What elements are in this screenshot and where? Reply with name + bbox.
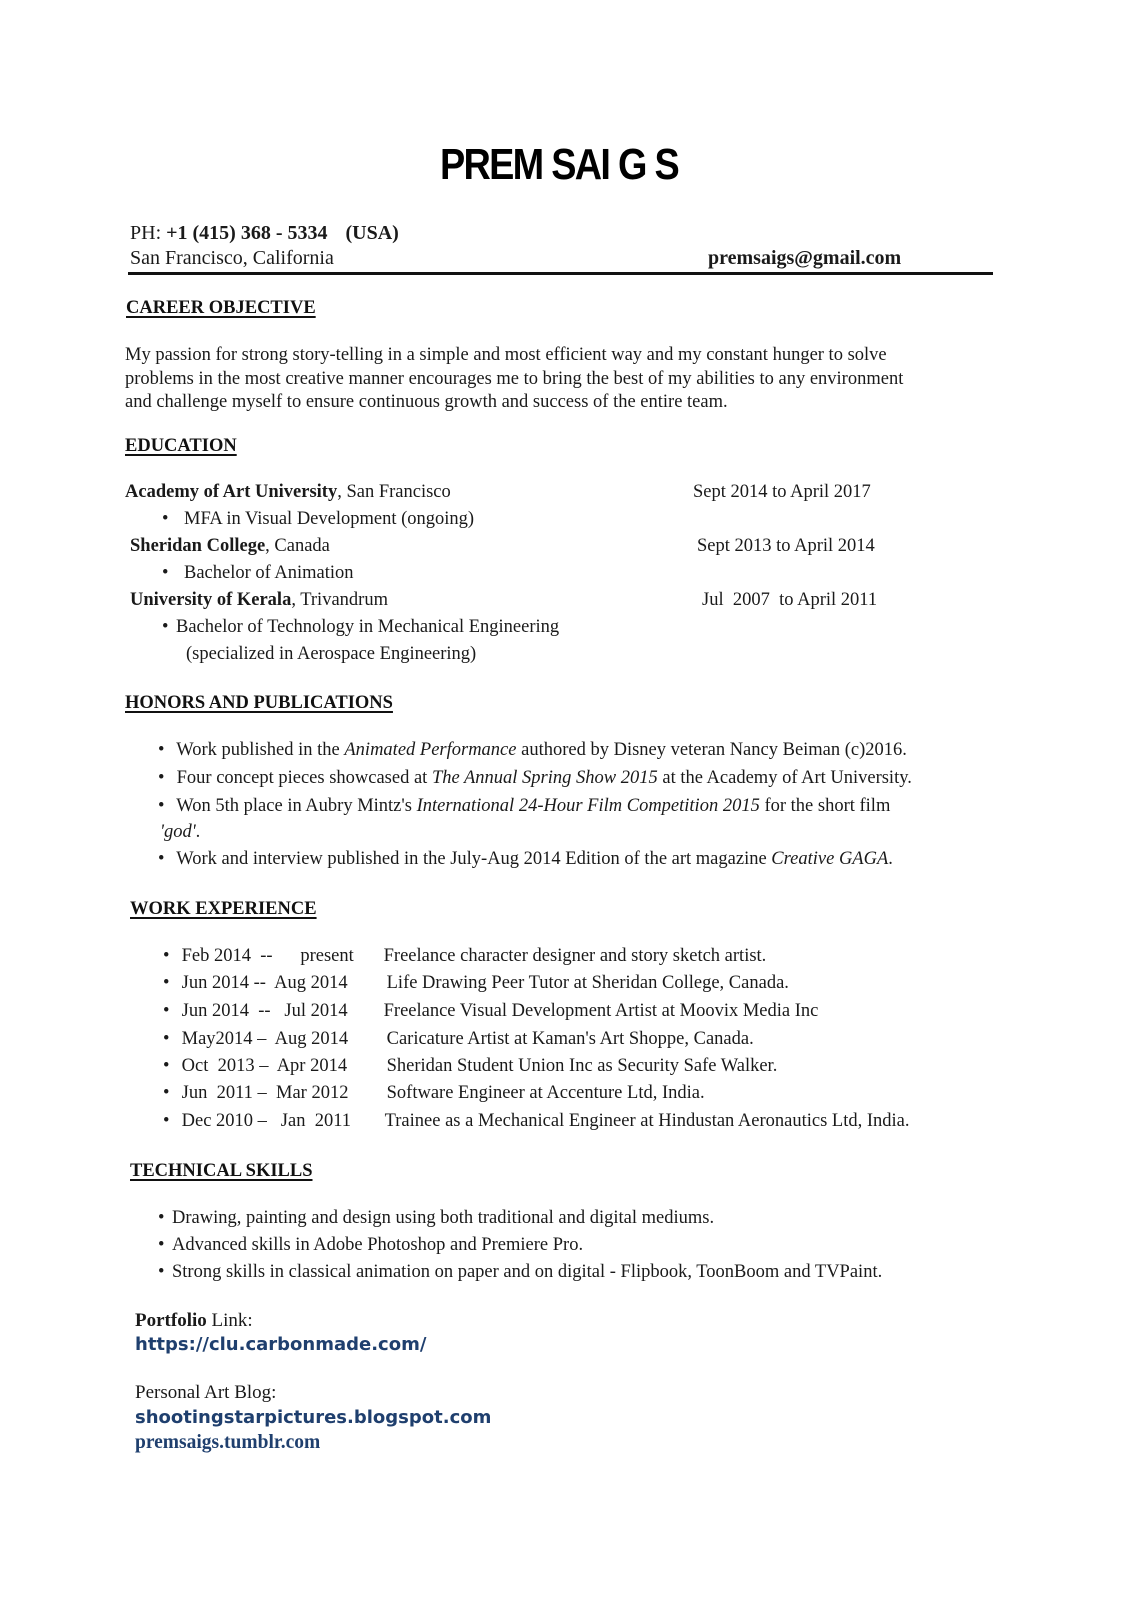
objective-line: My passion for strong story-telling in a simple and most efficient way and my constant hunger to solve xyxy=(125,345,887,365)
event-title: The Annual Spring Show 2015 xyxy=(431,768,658,788)
skill-item: • Advanced skills in Adobe Photoshop and Premiere Pro. xyxy=(158,1235,583,1256)
education-entry-institution xyxy=(130,590,388,611)
education-detail-continued: (specialized in Aerospace Engineering) xyxy=(186,644,477,664)
phone-line xyxy=(130,222,399,245)
work-role: Caricature Artist at Kaman's Art Shoppe, Canada. xyxy=(386,1029,754,1049)
honor-item: • Work published in the Animated Performance authored by Disney veteran Nancy Beiman (c)2016. xyxy=(158,740,907,761)
education-detail: • Bachelor of Technology in Mechanical Engineering xyxy=(162,617,559,638)
section-heading-career-objective: CAREER OBJECTIVE xyxy=(126,298,316,318)
institution-name: Academy of Art University xyxy=(125,482,338,502)
institution-location: , Canada xyxy=(265,536,330,556)
education-detail: • Bachelor of Animation xyxy=(162,563,354,584)
work-item xyxy=(163,1056,777,1077)
work-item xyxy=(163,1083,705,1104)
phone-country: (USA) xyxy=(345,222,399,244)
work-role: Sheridan Student Union Inc as Security Safe Walker. xyxy=(386,1056,778,1076)
work-dates: Oct 2013 – Apr 2014 xyxy=(181,1056,348,1076)
film-title: 'god' xyxy=(160,822,196,842)
work-role: Freelance character designer and story sketch artist. xyxy=(383,946,767,966)
portfolio-label: Portfolio Link: xyxy=(135,1310,253,1331)
section-heading-education: EDUCATION xyxy=(125,436,237,456)
section-heading-honors: HONORS AND PUBLICATIONS xyxy=(125,693,393,713)
honor-item-continued: 'god'. xyxy=(160,822,201,842)
institution-location: , Trivandrum xyxy=(291,590,388,610)
honor-item: • Won 5th place in Aubry Mintz's International 24-Hour Film Competition 2015 for the short film xyxy=(158,796,890,817)
section-heading-technical-skills: TECHNICAL SKILLS xyxy=(130,1161,313,1181)
institution-name: Sheridan College xyxy=(130,536,266,556)
work-item xyxy=(163,1029,754,1050)
phone-number: +1 (415) 368 - 5334 xyxy=(166,222,328,244)
magazine-title: Creative GAGA xyxy=(771,849,889,869)
email-link[interactable]: premsaigs@gmail.com xyxy=(708,247,902,269)
objective-line: problems in the most creative manner encourages me to bring the best of my abilities to any environment xyxy=(125,368,904,389)
candidate-name: PREM SAI G S xyxy=(440,140,678,189)
career-objective-text xyxy=(125,344,903,415)
competition-title: International 24-Hour Film Competition 2015 xyxy=(416,796,760,816)
institution-name: University of Kerala xyxy=(130,590,292,610)
blog-link-tumblr[interactable]: premsaigs.tumblr.com xyxy=(135,1432,321,1453)
institution-location: , San Francisco xyxy=(337,482,451,502)
honor-item: • Four concept pieces showcased at The Annual Spring Show 2015 at the Academy of Art University. xyxy=(158,768,912,789)
education-detail: • MFA in Visual Development (ongoing) xyxy=(162,509,474,530)
objective-line: and challenge myself to ensure continuous growth and success of the entire team. xyxy=(125,392,728,412)
work-dates: Jun 2011 – Mar 2012 xyxy=(181,1083,349,1103)
education-dates: Sept 2013 to April 2014 xyxy=(697,536,875,556)
education-entry-institution xyxy=(125,482,451,503)
blog-link-blogspot[interactable]: shootingstarpictures.blogspot.com xyxy=(135,1407,492,1428)
work-role: Life Drawing Peer Tutor at Sheridan College, Canada. xyxy=(386,973,789,993)
work-dates: Jun 2014 -- Jul 2014 xyxy=(181,1001,348,1021)
work-dates: May2014 – Aug 2014 xyxy=(181,1029,349,1049)
section-heading-work-experience: WORK EXPERIENCE xyxy=(130,899,317,919)
work-dates: Dec 2010 – Jan 2011 xyxy=(181,1111,352,1131)
work-role: Software Engineer at Accenture Ltd, India. xyxy=(386,1083,705,1103)
work-role: Freelance Visual Development Artist at Moovix Media Inc xyxy=(383,1001,819,1021)
education-entry-institution xyxy=(130,536,330,557)
skill-item: • Strong skills in classical animation on paper and on digital - Flipbook, ToonBoom and TVPaint. xyxy=(158,1262,882,1283)
honor-item: • Work and interview published in the July-Aug 2014 Edition of the art magazine Creative GAGA. xyxy=(158,849,893,870)
work-dates: Jun 2014 -- Aug 2014 xyxy=(181,973,348,993)
work-item xyxy=(163,946,766,967)
education-dates: Jul 2007 to April 2011 xyxy=(702,590,878,610)
education-dates: Sept 2014 to April 2017 xyxy=(693,482,871,502)
blog-label: Personal Art Blog: xyxy=(135,1382,277,1403)
work-item xyxy=(163,973,789,994)
work-item xyxy=(163,1001,818,1022)
location: San Francisco, California xyxy=(130,247,334,269)
work-dates: Feb 2014 -- present xyxy=(181,946,354,966)
skill-item: • Drawing, painting and design using both traditional and digital mediums. xyxy=(158,1208,714,1229)
header-divider xyxy=(128,272,993,275)
work-item xyxy=(163,1111,909,1132)
portfolio-link[interactable]: https://clu.carbonmade.com/ xyxy=(135,1334,427,1355)
publication-title: Animated Performance xyxy=(344,740,517,760)
work-role: Trainee as a Mechanical Engineer at Hindustan Aeronautics Ltd, India. xyxy=(384,1111,910,1131)
phone-label: PH: xyxy=(130,222,167,244)
